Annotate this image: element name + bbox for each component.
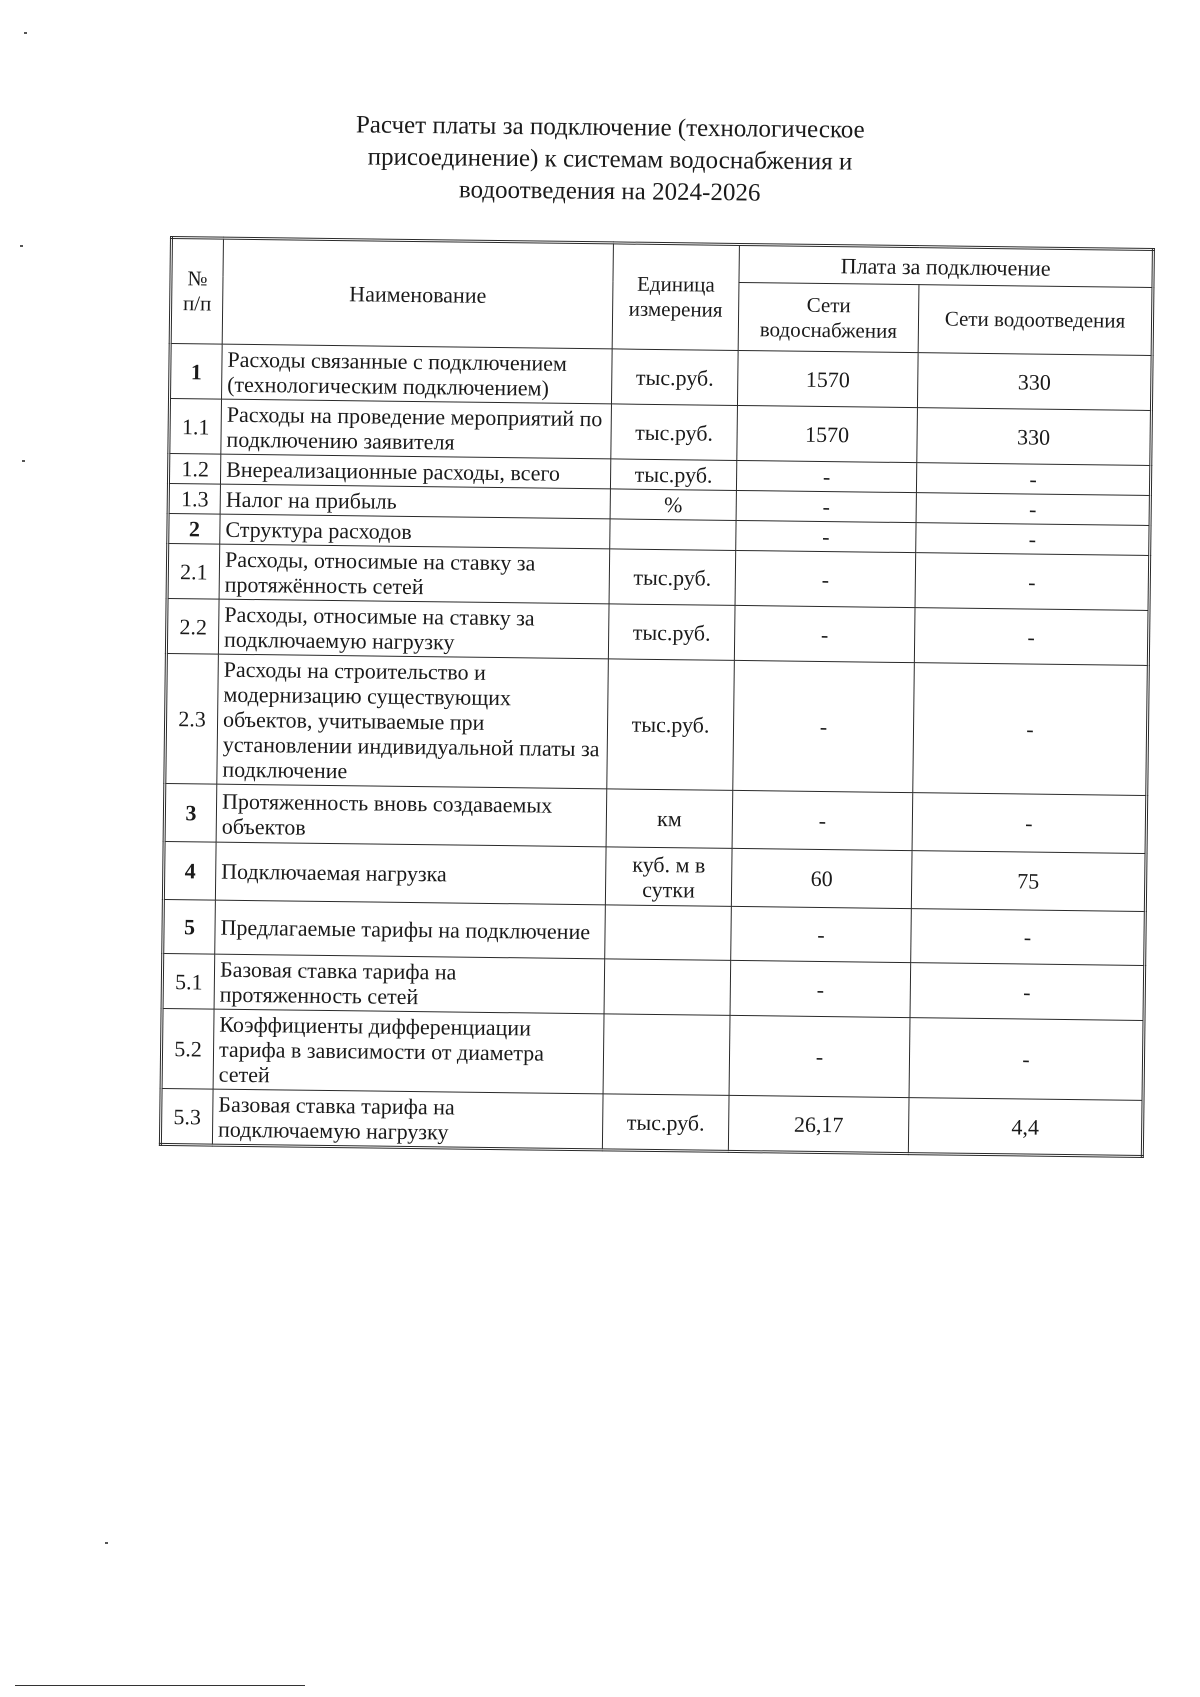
row-water-disposal: -	[913, 663, 1149, 796]
row-name: Расходы на строительство и модернизацию существующих объектов, учитываемые при установлении индивидуальной платы за подключение	[217, 654, 609, 789]
row-water-supply: -	[735, 550, 916, 607]
table-body	[160, 344, 1152, 1157]
row-water-supply: -	[736, 520, 916, 552]
row-name: Расходы, относимые на ставку за протяжённость сетей	[219, 544, 610, 604]
row-water-supply: -	[733, 660, 915, 792]
row-unit	[605, 905, 732, 961]
row-unit: тыс.руб.	[609, 549, 736, 606]
title-line-1: Расчет платы за подключение (технологическое	[355, 111, 865, 144]
row-water-supply: -	[736, 490, 916, 522]
row-water-disposal: -	[909, 1018, 1144, 1101]
row-name: Протяженность вновь создаваемых объектов	[216, 784, 607, 847]
row-water-disposal: -	[916, 523, 1150, 556]
footer-rule	[15, 1685, 305, 1686]
header-unit: Единица измерения	[612, 243, 739, 351]
header-num: № п/п	[170, 238, 223, 345]
table-row	[165, 653, 1149, 795]
header-fee-group: Плата за подключение	[739, 244, 1153, 287]
row-water-supply: 1570	[737, 350, 918, 407]
row-unit: тыс.руб.	[611, 404, 738, 461]
row-num: 2.2	[166, 598, 219, 654]
row-name: Структура расходов	[220, 514, 610, 549]
row-water-disposal: 330	[917, 408, 1152, 466]
row-name: Расходы связанные с подключением (технологическим подключением)	[222, 344, 613, 404]
header-water-disposal: Сети водоотведения	[918, 285, 1153, 356]
row-num: 4	[163, 841, 216, 900]
row-num: 5	[163, 899, 216, 954]
fee-table-wrapper	[159, 236, 1152, 1158]
row-unit: тыс.руб.	[607, 659, 735, 791]
row-name: Внереализационные расходы, всего	[220, 454, 610, 489]
table-row	[161, 1008, 1144, 1100]
row-num: 1.1	[169, 399, 222, 455]
row-unit: тыс.руб.	[608, 604, 735, 661]
row-name: Предлагаемые тарифы на подключение	[215, 900, 606, 959]
row-unit: тыс.руб.	[611, 349, 738, 406]
title-line-3: водоотведения на 2024-2026	[458, 176, 761, 207]
row-num: 5.3	[160, 1088, 213, 1145]
scan-speck	[22, 460, 25, 462]
row-water-disposal: -	[916, 493, 1150, 526]
row-water-supply: 60	[731, 848, 912, 908]
row-num: 3	[164, 783, 217, 842]
row-num: 1.3	[168, 483, 220, 514]
row-water-supply: 1570	[737, 405, 918, 462]
row-water-disposal: 330	[917, 353, 1152, 411]
row-water-supply: -	[732, 790, 913, 850]
row-num: 5.2	[161, 1008, 214, 1089]
row-name: Подключаемая нагрузка	[215, 842, 606, 905]
row-name: Коэффициенты дифференциации тарифа в зависимости от диаметра сетей	[213, 1009, 604, 1094]
row-water-supply: -	[734, 605, 915, 662]
row-water-disposal: 4,4	[908, 1098, 1143, 1157]
table-row	[160, 1088, 1143, 1156]
row-water-disposal: 75	[911, 851, 1146, 912]
fee-table	[159, 236, 1155, 1158]
row-water-disposal: -	[912, 793, 1147, 854]
row-name: Налог на прибыль	[220, 484, 610, 519]
row-unit: %	[610, 489, 736, 521]
row-num: 2.1	[167, 543, 220, 599]
row-num: 1.2	[168, 454, 220, 485]
scan-speck	[24, 32, 27, 34]
row-water-supply: 26,17	[728, 1095, 909, 1153]
row-num: 2	[168, 513, 220, 544]
row-water-supply: -	[736, 460, 916, 492]
row-name: Расходы, относимые на ставку за подключаемую нагрузку	[218, 599, 609, 659]
row-name: Базовая ставка тарифа на подключаемую нагрузку	[212, 1089, 603, 1150]
header-name: Наименование	[222, 238, 613, 349]
header-row-1	[171, 238, 1153, 288]
scan-speck	[105, 1542, 108, 1544]
row-unit: км	[606, 789, 733, 849]
document-title	[300, 109, 921, 211]
row-unit	[604, 959, 731, 1016]
row-name: Базовая ставка тарифа на протяженность сетей	[214, 954, 605, 1014]
row-unit: тыс.руб.	[602, 1094, 729, 1152]
row-unit	[603, 1014, 730, 1096]
row-unit: тыс.руб.	[610, 459, 736, 491]
header-water-supply: Сети водоснабжения	[738, 283, 919, 353]
row-name: Расходы на проведение мероприятий по подключению заявителя	[221, 399, 612, 459]
row-num: 1	[170, 344, 223, 400]
title-line-2: присоединение) к системам водоснабжения и	[367, 143, 853, 176]
row-water-supply: -	[730, 960, 911, 1017]
row-unit	[610, 519, 736, 551]
row-water-disposal: -	[916, 463, 1150, 496]
row-num: 5.1	[162, 953, 215, 1009]
scan-speck	[20, 245, 23, 247]
row-water-supply: -	[731, 906, 912, 962]
row-water-disposal: -	[911, 909, 1146, 966]
row-unit: куб. м в сутки	[605, 847, 732, 907]
row-num: 2.3	[165, 653, 219, 784]
row-water-disposal: -	[915, 553, 1150, 611]
row-water-disposal: -	[914, 608, 1149, 666]
row-water-disposal: -	[910, 963, 1145, 1021]
row-water-supply: -	[729, 1015, 910, 1097]
